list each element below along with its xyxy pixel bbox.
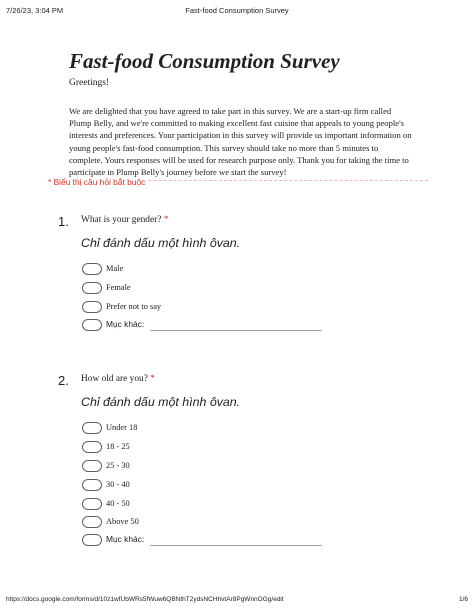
option-label: 18 - 25 <box>106 442 130 451</box>
question-instruction: Chỉ đánh dấu một hình ôvan. <box>81 236 241 250</box>
print-url: https://docs.google.com/forms/d/10z1wfUbWRs5fWuw6QBNthT2ydsNCHhvtAr8PgWnnOGg/edit <box>6 596 284 603</box>
question-title: What is your gender? * <box>81 215 169 225</box>
question-number: 1. <box>58 214 69 229</box>
question-title: How old are you? * <box>81 374 155 384</box>
radio-oval[interactable] <box>82 441 102 453</box>
radio-oval[interactable] <box>82 282 102 294</box>
option-label: Female <box>106 283 131 292</box>
radio-oval[interactable] <box>82 460 102 472</box>
option-other-label: Mục khác: <box>106 319 145 329</box>
radio-oval[interactable] <box>82 534 102 546</box>
radio-oval[interactable] <box>82 479 102 491</box>
required-star: * <box>150 374 155 384</box>
option-label: Above 50 <box>106 517 139 526</box>
radio-oval[interactable] <box>82 516 102 528</box>
form-header <box>69 50 414 178</box>
print-footer <box>6 596 468 608</box>
print-page-number: 1/6 <box>458 596 468 603</box>
required-note-text: * Biểu thị câu hỏi bắt buộc <box>48 177 146 187</box>
form-description: We are delighted that you have agreed to take part in this survey. We are a start-up firm called Plump Belly, and we're committed to making excellent fast cuisine that appeals to young people's interests and preferences. Your participation in this survey will provide us important information on young people's fast-food consumption. This survey should take no more than 5 minutes to complete. Yours responses will be used for research purpose only. Thank you for taking the time to participate in Plump Belly's journey before we start the survey! <box>69 106 412 178</box>
print-datetime: 7/26/23, 3:04 PM <box>6 6 64 15</box>
required-star: * <box>163 215 169 225</box>
required-note <box>48 177 428 193</box>
radio-oval[interactable] <box>82 263 102 275</box>
radio-oval[interactable] <box>82 498 102 510</box>
option-label: Under 18 <box>106 423 138 432</box>
radio-oval[interactable] <box>82 301 102 313</box>
option-label: Male <box>106 264 124 273</box>
option-other-label: Mục khác: <box>106 534 145 544</box>
radio-oval[interactable] <box>82 319 102 331</box>
radio-oval[interactable] <box>82 422 102 434</box>
form-greeting: Greetings! <box>69 78 110 88</box>
form-title: Fast-food Consumption Survey <box>69 49 340 73</box>
option-label: 25 - 30 <box>106 461 130 470</box>
question-number: 2. <box>58 373 69 388</box>
question-instruction: Chỉ đánh dấu một hình ôvan. <box>81 395 241 409</box>
option-label: 40 - 50 <box>106 499 130 508</box>
option-label: Prefer not to say <box>106 302 162 311</box>
print-doc-title: Fast-food Consumption Survey <box>185 6 289 15</box>
option-label: 30 - 40 <box>106 480 130 489</box>
other-input-line[interactable] <box>150 330 322 331</box>
other-input-line[interactable] <box>150 545 322 546</box>
print-header <box>6 6 468 18</box>
